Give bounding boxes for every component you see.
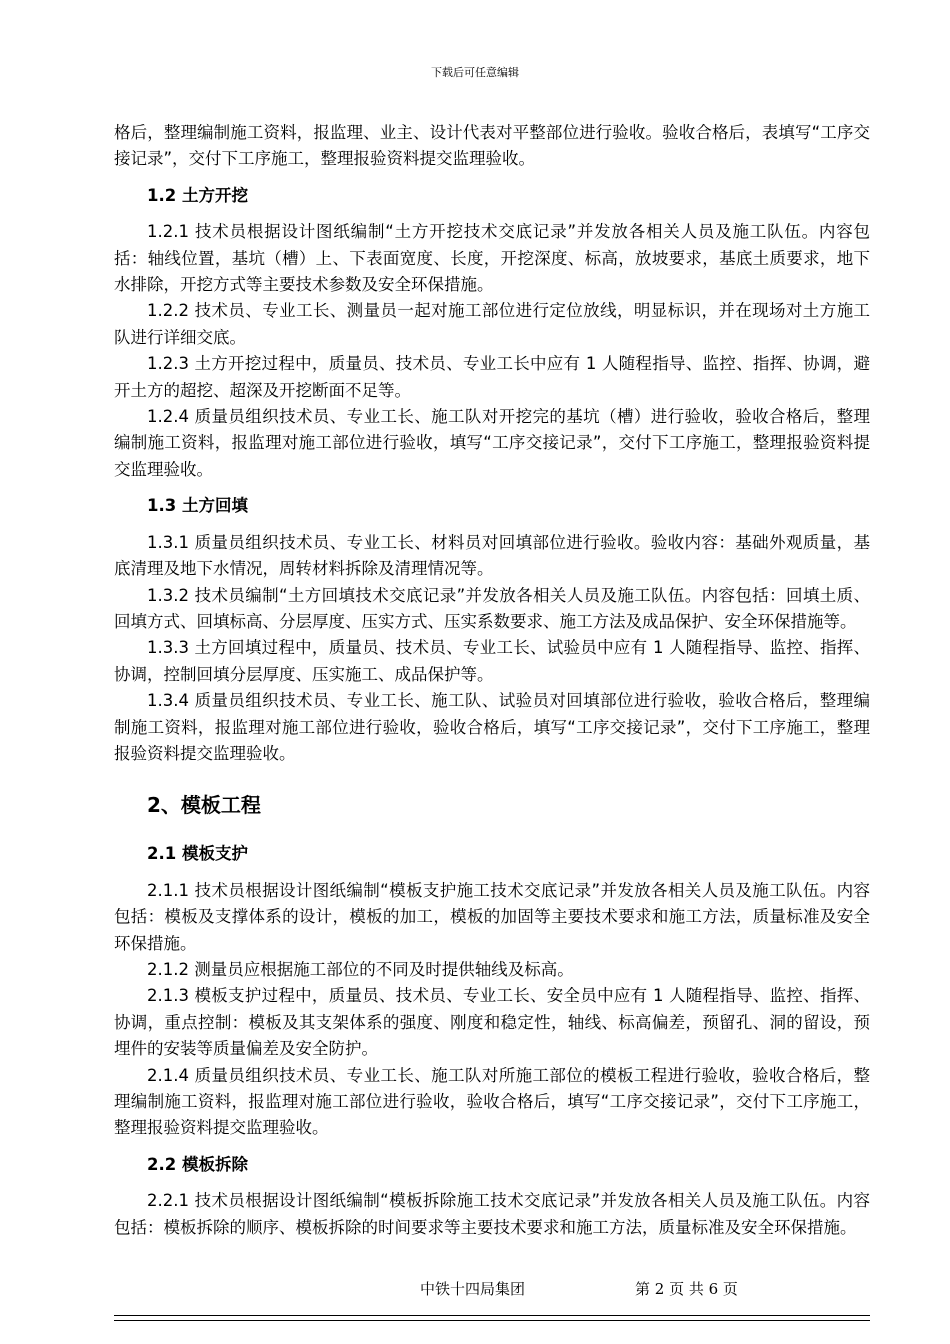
footer-rule-thick xyxy=(114,1315,870,1316)
paragraph-2-1-1: 2.1.1 技术员根据设计图纸编制“模板支护施工技术交底记录”并发放各相关人员及施工队伍。内容包括：模板及支撑体系的设计，模板的加工，模板的加固等主要技术要求和施工方法，质量标准及安全环保措施。 xyxy=(114,880,870,953)
heading-2-1: 2.1 模板支护 xyxy=(147,844,248,864)
footer-company: 中铁十四局集团 xyxy=(420,1280,526,1298)
paragraph-1-2-2: 1.2.2 技术员、专业工长、测量员一起对施工部位进行定位放线，明显标识，并在现场对土方施工队进行详细交底。 xyxy=(114,301,870,347)
paragraph-1-2-1: 1.2.1 技术员根据设计图纸编制“土方开挖技术交底记录”并发放各相关人员及施工队伍。内容包括：轴线位置，基坑（槽）上、下表面宽度、长度，开挖深度、标高，放坡要求，基底土质要求，地下水排除，开挖方式等主要技术参数及安全环保措施。 xyxy=(114,222,870,295)
paragraph-1-3-4: 1.3.4 质量员组织技术员、专业工长、施工队、试验员对回填部位进行验收，验收合格后，整理编制施工资料，报监理对施工部位进行验收，验收合格后，填写“工序交接记录”，交付下工序施工，整理报验资料提交监理验收。 xyxy=(114,691,870,763)
paragraph-1-3-2: 1.3.2 技术员编制“土方回填技术交底记录”并发放各相关人员及施工队伍。内容包括：回填土质、回填方式、回填标高、分层厚度、压实方式、压实系数要求、施工方法及成品保护、安全环保措施等。 xyxy=(114,585,870,631)
paragraph-2-1-4: 2.1.4 质量员组织技术员、专业工长、施工队对所施工部位的模板工程进行验收，验收合格后，整理编制施工资料，报监理对施工部位进行验收，验收合格后，填写“工序交接记录”，交付下工序施工，整理报验资料提交监理验收。 xyxy=(114,1065,870,1138)
paragraph-intro-continued: 格后，整理编制施工资料，报监理、业主、设计代表对平整部位进行验收。验收合格后，表填写“工序交接记录”，交付下工序施工，整理报验资料提交监理验收。 xyxy=(114,123,870,169)
heading-2-2: 2.2 模板拆除 xyxy=(147,1154,248,1174)
page-header-note: 下载后可任意编辑 xyxy=(431,66,519,79)
paragraph-1-2-4: 1.2.4 质量员组织技术员、专业工长、施工队对开挖完的基坑（槽）进行验收，验收合格后，整理编制施工资料，报监理对施工部位进行验收，填写“工序交接记录”，交付下工序施工，整理报验资料提交监理验收。 xyxy=(114,407,870,479)
footer-page-number: 第 2 页 共 6 页 xyxy=(635,1280,738,1298)
paragraph-2-2-1: 2.2.1 技术员根据设计图纸编制“模板拆除施工技术交底记录”并发放各相关人员及施工队伍。内容包括：模板拆除的顺序、模板拆除的时间要求等主要技术要求和施工方法，质量标准及安全环保措施。 xyxy=(114,1191,870,1237)
heading-1-2: 1.2 土方开挖 xyxy=(147,185,248,205)
paragraph-1-3-3: 1.3.3 土方回填过程中，质量员、技术员、专业工长、试验员中应有 1 人随程指导、监控、指挥、协调，控制回填分层厚度、压实施工、成品保护等。 xyxy=(114,638,870,684)
paragraph-1-2-3: 1.2.3 土方开挖过程中，质量员、技术员、专业工长中应有 1 人随程指导、监控、指挥、协调，避开土方的超挖、超深及开挖断面不足等。 xyxy=(114,354,870,400)
page-footer xyxy=(0,1278,950,1300)
footer-rule-thin xyxy=(114,1320,870,1321)
paragraph-2-1-3: 2.1.3 模板支护过程中，质量员、技术员、专业工长、安全员中应有 1 人随程指导、监控、指挥、协调，重点控制：模板及其支架体系的强度、刚度和稳定性，轴线、标高偏差，预留孔、洞的留设，预埋件的安装等质量偏差及安全防护。 xyxy=(114,986,870,1059)
paragraph-1-3-1: 1.3.1 质量员组织技术员、专业工长、材料员对回填部位进行验收。验收内容：基础外观质量，基底清理及地下水情况，周转材料拆除及清理情况等。 xyxy=(114,532,870,579)
document-body xyxy=(114,120,870,1241)
paragraph-2-1-2: 2.1.2 测量员应根据施工部位的不同及时提供轴线及标高。 xyxy=(147,959,574,979)
heading-2: 2、模板工程 xyxy=(147,793,261,818)
heading-1-3: 1.3 土方回填 xyxy=(147,496,248,516)
